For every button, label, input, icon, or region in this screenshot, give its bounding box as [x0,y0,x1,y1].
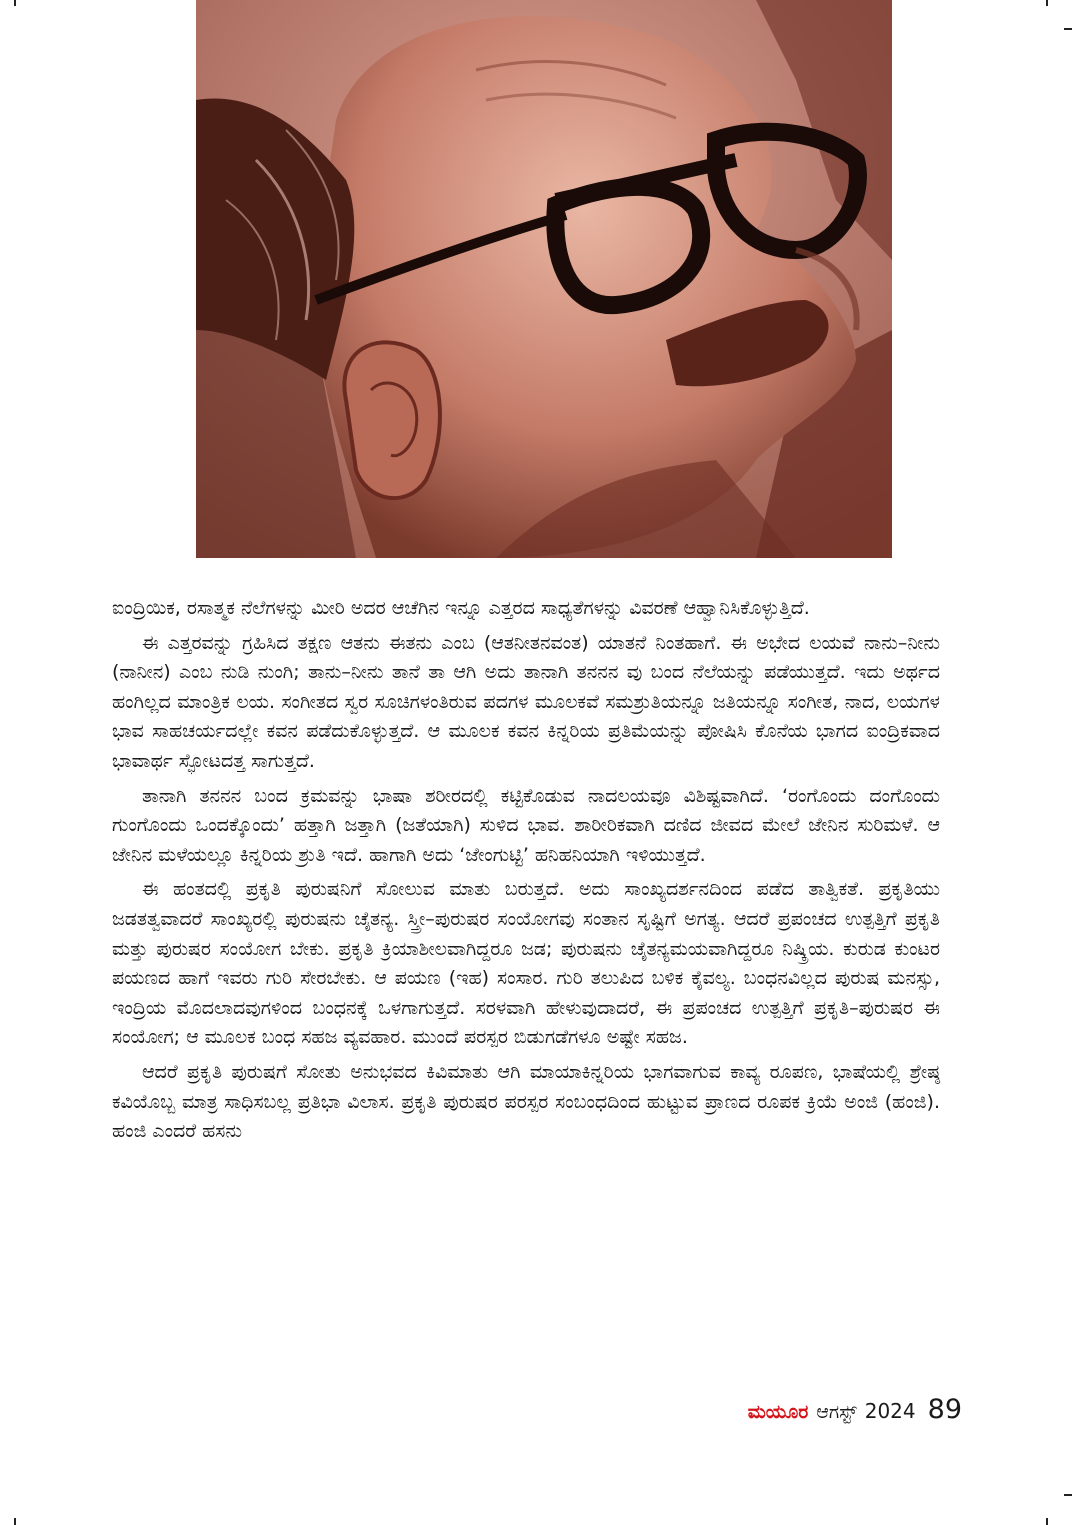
crop-mark [1064,1494,1072,1496]
crop-mark [14,1518,16,1525]
crop-mark [14,0,16,6]
magazine-logo: ಮಯೂರ [747,1401,809,1423]
crop-mark [1046,1518,1048,1525]
crop-mark [1064,28,1072,30]
portrait-photo [196,0,892,558]
paragraph: ಆದರೆ ಪ್ರಕೃತಿ ಪುರುಷಗೆ ಸೋತು ಅನುಭವದ ಕಿವಿಮಾತು ಆಗಿ ಮಾಯಾಕಿನ್ನರಿಯ ಭಾಗವಾಗುವ ಕಾವ್ಯ ರೂಪಣ, ಭಾಷೆಯಲ್ಲಿ ಶ್ರೇಷ್ಠ ಕವಿಯೊಬ್ಬ ಮಾತ್ರ ಸಾಧಿಸಬಲ್ಲ ಪ್ರತಿಭಾ ವಿಲಾಸ. ಪ್ರಕೃತಿ ಪುರುಷರ ಪರಸ್ಪರ ಸಂಬಂಧದಿಂದ ಹುಟ್ಟುವ ಪ್ರಾಣದ ರೂಪಕ ಕ್ರಿಯೆ ಅಂಜಿ (ಹಂಜಿ). ಹಂಜಿ ಎಂದರೆ ಹಸನು [112,1060,940,1143]
issue-year: 2024 [864,1399,916,1423]
page-footer [748,1394,962,1425]
issue-month: ಆಗಸ್ಟ್ [816,1401,857,1423]
portrait-illustration [196,0,892,558]
article-body [112,594,940,1152]
paragraph: ಈ ಎತ್ತರವನ್ನು ಗ್ರಹಿಸಿದ ತಕ್ಷಣ ಆತನು ಈತನು ಎಂಬ (ಆತನೀತನವಂತ) ಯಾತನೆ ನಿಂತಹಾಗೆ. ಈ ಅಭೇದ ಲಯವೆ ನಾನು–ನೀನು (ನಾನೀನ) ಎಂಬ ನುಡಿ ನುಂಗಿ; ತಾನು–ನೀನು ತಾನೆ ತಾ ಆಗಿ ಅದು ತಾನಾಗಿ ತನನನ ವು ಬಂದ ನೆಲೆಯನ್ನು ಪಡೆಯುತ್ತದೆ. ಇದು ಅರ್ಥದ ಹಂಗಿಲ್ಲದ ಮಾಂತ್ರಿಕ ಲಯ. ಸಂಗೀತದ ಸ್ವರ ಸೂಚಿಗಳಂತಿರುವ ಪದಗಳ ಮೂಲಕವೆ ಸಮಶ್ರುತಿಯನ್ನೂ ಜತಿಯನ್ನೂ ಸಂಗೀತ, ನಾದ, ಲಯಗಳ ಭಾವ ಸಾಹಚರ್ಯದಲ್ಲೇ ಕವನ ಪಡೆದುಕೊಳ್ಳುತ್ತದೆ. ಆ ಮೂಲಕ ಕವನ ಕಿನ್ನರಿಯ ಪ್ರತಿಮೆಯನ್ನು ಪೋಷಿಸಿ ಕೊನೆಯ ಭಾಗದ ಐಂದ್ರಿಕವಾದ ಭಾವಾರ್ಥ ಸ್ಫೋಟದತ್ತ ಸಾಗುತ್ತದೆ. [112,631,940,772]
page-number: 89 [927,1394,962,1425]
paragraph: ತಾನಾಗಿ ತನನನ ಬಂದ ಕ್ರಮವನ್ನು ಭಾಷಾ ಶರೀರದಲ್ಲಿ ಕಟ್ಟಿಕೊಡುವ ನಾದಲಯವೂ ವಿಶಿಷ್ಟವಾಗಿದೆ. ‘ರಂಗೊಂದು ದಂಗೊಂದು ಗುಂಗೊಂದು ಒಂದಕ್ಕೊಂದು’ ಹತ್ತಾಗಿ ಜತ್ತಾಗಿ (ಜತೆಯಾಗಿ) ಸುಳಿದ ಭಾವ. ಶಾರೀರಿಕವಾಗಿ ದಣಿದ ಜೀವದ ಮೇಲೆ ಜೇನಿನ ಸುರಿಮಳೆ. ಆ ಜೇನಿನ ಮಳೆಯಲ್ಲೂ ಕಿನ್ನರಿಯ ಶ್ರುತಿ ಇದೆ. ಹಾಗಾಗಿ ಅದು ‘ಜೇಂಗುಟ್ಟಿ’ ಹನಿಹನಿಯಾಗಿ ಇಳಿಯುತ್ತದೆ. [112,784,940,866]
paragraph: ಐಂದ್ರಿಯಿಕ, ರಸಾತ್ಮಕ ನೆಲೆಗಳನ್ನು ಮೀರಿ ಅದರ ಆಚೆಗಿನ ಇನ್ನೂ ಎತ್ತರದ ಸಾಧ್ಯತೆಗಳನ್ನು ವಿವರಣೆ ಆಹ್ವಾನಿಸಿಕೊಳ್ಳುತ್ತಿದೆ. [112,597,810,619]
crop-mark [1046,0,1048,6]
paragraph: ಈ ಹಂತದಲ್ಲಿ ಪ್ರಕೃತಿ ಪುರುಷನಿಗೆ ಸೋಲುವ ಮಾತು ಬರುತ್ತದೆ. ಅದು ಸಾಂಖ್ಯದರ್ಶನದಿಂದ ಪಡೆದ ತಾತ್ವಿಕತೆ. ಪ್ರಕೃತಿಯು ಜಡತತ್ವವಾದರೆ ಸಾಂಖ್ಯರಲ್ಲಿ ಪುರುಷನು ಚೈತನ್ಯ. ಸ್ತ್ರೀ–ಪುರುಷರ ಸಂಯೋಗವು ಸಂತಾನ ಸೃಷ್ಟಿಗೆ ಅಗತ್ಯ. ಆದರೆ ಪ್ರಪಂಚದ ಉತ್ಪತ್ತಿಗೆ ಪ್ರಕೃತಿ ಮತ್ತು ಪುರುಷರ ಸಂಯೋಗ ಬೇಕು. ಪ್ರಕೃತಿ ಕ್ರಿಯಾಶೀಲವಾಗಿದ್ದರೂ ಜಡ; ಪುರುಷನು ಚೈತನ್ಯಮಯವಾಗಿದ್ದರೂ ನಿಷ್ಕ್ರಿಯ. ಕುರುಡ ಕುಂಟರ ಪಯಣದ ಹಾಗೆ ಇವರು ಗುರಿ ಸೇರಬೇಕು. ಆ ಪಯಣ (ಇಹ) ಸಂಸಾರ. ಗುರಿ ತಲುಪಿದ ಬಳಿಕ ಕೈವಲ್ಯ. ಬಂಧನವಿಲ್ಲದ ಪುರುಷ ಮನಸ್ಸು, ಇಂದ್ರಿಯ ಮೊದಲಾದವುಗಳಿಂದ ಬಂಧನಕ್ಕೆ ಒಳಗಾಗುತ್ತದೆ. ಸರಳವಾಗಿ ಹೇಳುವುದಾದರೆ, ಈ ಪ್ರಪಂಚದ ಉತ್ಪತ್ತಿಗೆ ಪ್ರಕೃತಿ–ಪುರುಷರ ಈ ಸಂಯೋಗ; ಆ ಮೂಲಕ ಬಂಧ ಸಹಜ ವ್ಯವಹಾರ. ಮುಂದೆ ಪರಸ್ಪರ ಬಿಡುಗಡೆಗಳೂ ಅಷ್ಟೇ ಸಹಜ. [112,878,940,1049]
